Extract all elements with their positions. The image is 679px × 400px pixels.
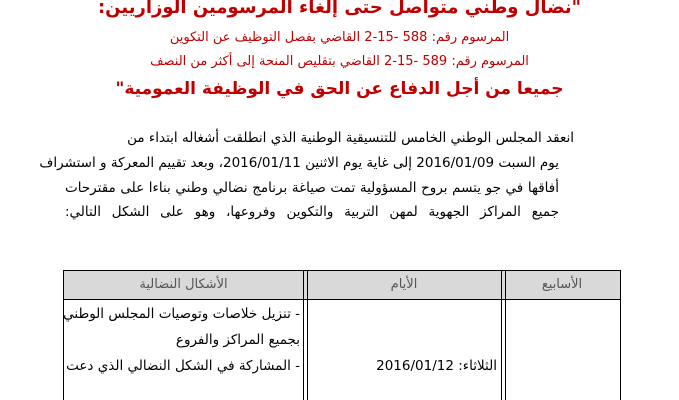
column-divider [501,271,502,400]
paragraph-line-4: جميع المراكز الجهوية لمهن التربية والتكوين وفروعها، وهو على الشكل التالي: [65,204,559,220]
paragraph-line-2: يوم السبت 2016/01/09 إلى غاية يوم الاثنين 2016/01/11، وبعد تقييم المعركة و استشراف [39,155,559,171]
header-days: الأيام [390,277,418,292]
paragraph-line-1: انعقد المجلس الوطني الخامس للتنسيقية الوطنية الذي انطلقت أشغاله ابتداء من [127,130,574,146]
table-cell-day: الثلاثاء: 2016/01/12 [376,358,497,374]
table-cell-form-line: - المشاركة في الشكل النضالي الذي دعت [66,358,300,374]
header-title: "نضال وطني متواصل حتى إلغاء المرسومين الوزاريين: [97,0,582,18]
decree-588-line: المرسوم رقم: 588 -15-2 القاضي بفصل التوظيف عن التكوين [169,30,510,45]
column-divider [303,271,304,400]
table-cell-form-line: - تنزيل خلاصات وتوصيات المجلس الوطني [63,306,300,322]
header-weeks: الأسابيع [541,277,583,292]
header-forms: الأشكال النضالية [139,277,228,292]
program-table [63,270,621,400]
decree-589-line: المرسوم رقم: 589 -15-2 القاضي بتقليص المنحة إلى أكثر من النصف [150,54,529,69]
header-slogan: جميعا من أجل الدفاع عن الحق في الوظيفة العمومية" [115,79,564,99]
paragraph-line-3: أفاقها في جو يتسم بروح المسؤولية تمت صياغة برنامج نضالي وطني بناءا على مقترحات [65,180,559,196]
table-cell-form-line: بجميع المراكز والفروع [175,332,300,348]
